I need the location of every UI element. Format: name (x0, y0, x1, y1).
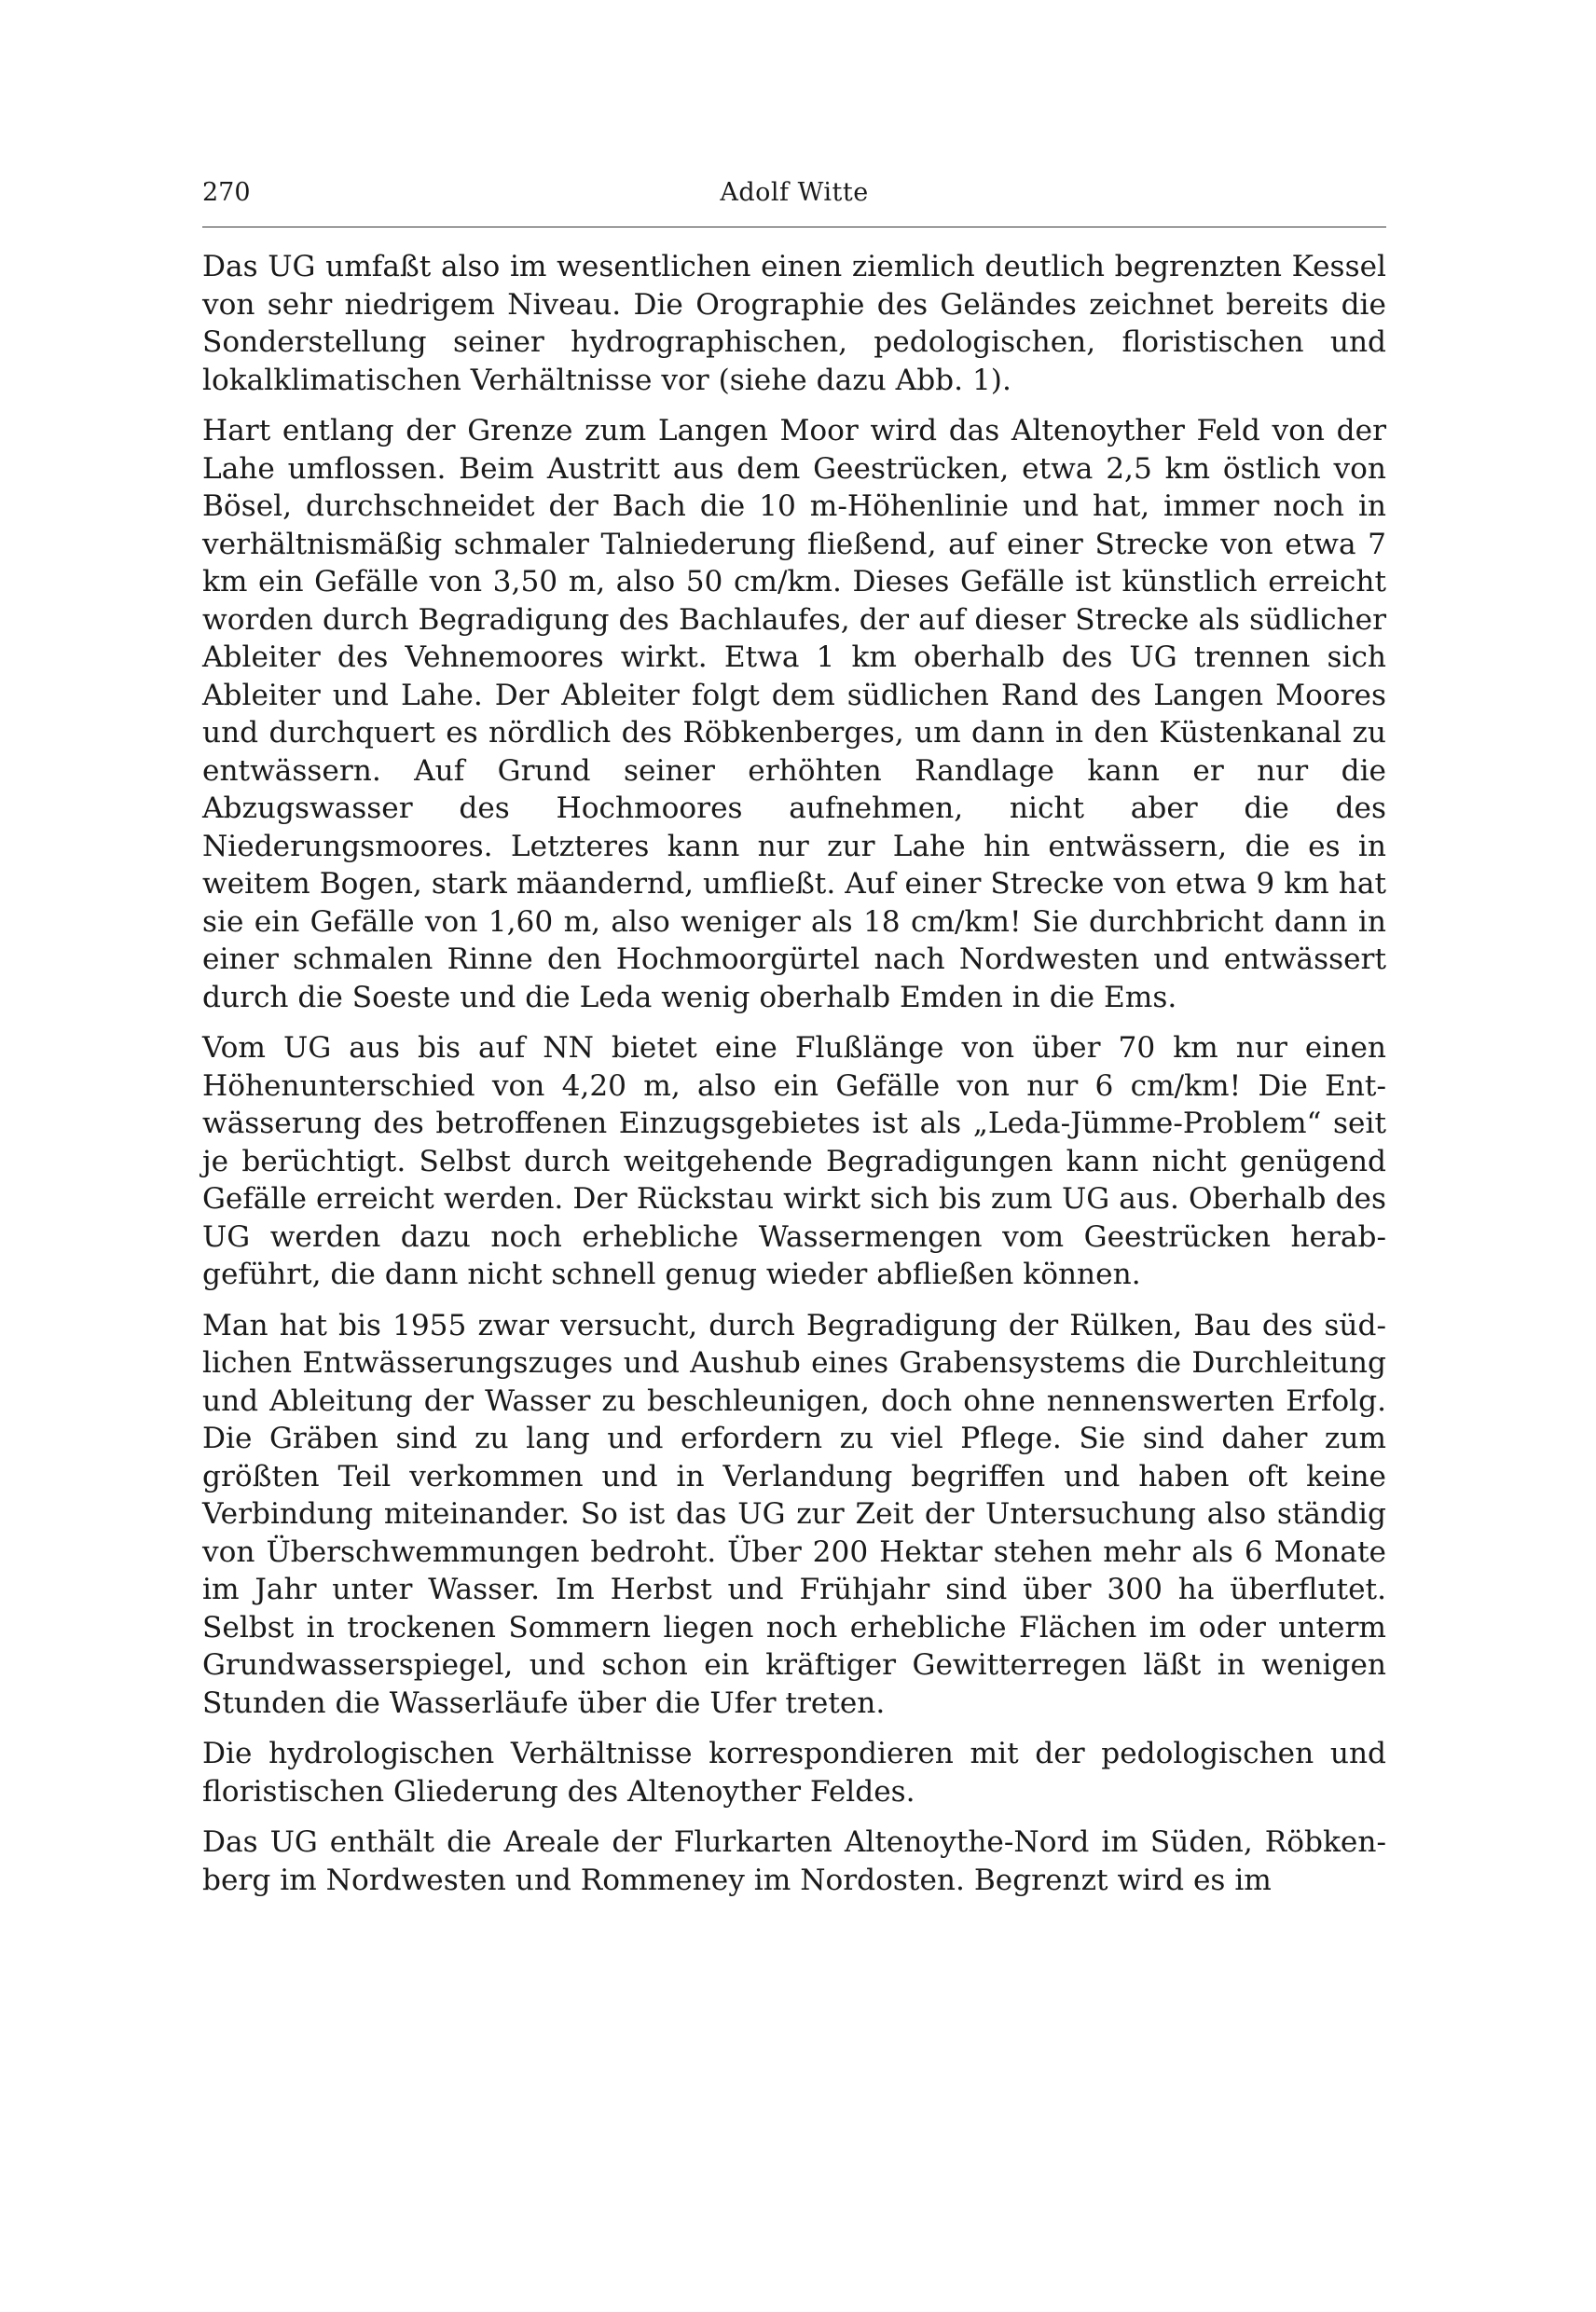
paragraph-1: Das UG umfaßt also im wesentlichen einen ziemlich deutlich begrenzten Kessel von sehr niedrigem Niveau. Die Orographie des Geländes zeichnet bereits die Sonderstellung seiner hydrographischen, pedologischen, floristischen und lokalklimatischen Verhältnisse vor (siehe dazu Abb. 1). (202, 250, 1386, 397)
paragraph-5: Die hydrologischen Verhältnisse korrespondieren mit der pedologischen und floristischen Gliederung des Altenoyther Feldes. (202, 1737, 1386, 1809)
paragraph-6: Das UG enthält die Areale der Flurkarten Altenoythe-Nord im Süden, Röbkenberg im Nordwesten und Rommeney im Nordosten. Begrenzt wird es im (202, 1825, 1386, 1897)
paragraph-4: Man hat bis 1955 zwar versucht, durch Begradigung der Rülken, Bau des südlichen Entwässerungszuges und Aushub eines Grabensystems die Durchleitung und Ableitung der Wasser zu beschleunigen, doch ohne nennenswerten Erfolg. Die Gräben sind zu lang und erfordern zu viel Pflege. Sie sind daher zum größten Teil verkommen und in Verlandung begriffen und haben oft keine Verbindung miteinander. So ist das UG zur Zeit der Untersuchung also ständig von Überschwemmungen bedroht. Über 200 Hektar stehen mehr als 6 Monate im Jahr unter Wasser. Im Herbst und Frühjahr sind über 300 ha überflutet. Selbst in trockenen Sommern liegen noch erhebliche Flächen im oder unterm Grundwasserspiegel, und schon ein kräftiger Gewitterregen läßt in wenigen Stunden die Wasserläufe über die Ufer treten. (202, 1308, 1386, 1720)
page (202, 171, 1386, 1912)
page-number: 270 (202, 178, 251, 207)
running-head (202, 171, 1386, 215)
body-text (202, 248, 1386, 1899)
paragraph-3: Vom UG aus bis auf NN bietet eine Flußlänge von über 70 km nur einen Höhenunterschied von 4,20 m, also ein Gefälle von nur 6 cm/km! Die Entwässerung des betroffenen Einzugsgebietes ist als „Leda-Jümme-Problem“ seit je berüchtigt. Selbst durch weitgehende Begradigungen kann nicht genügend Gefälle erreicht werden. Der Rückstau wirkt sich bis zum UG aus. Oberhalb des UG werden dazu noch erhebliche Wassermengen vom Geestrücken herabgeführt, die dann nicht schnell genug wieder abfließen können. (202, 1031, 1386, 1291)
paragraph-2: Hart entlang der Grenze zum Langen Moor wird das Altenoyther Feld von der Lahe umflossen. Beim Austritt aus dem Geestrücken, etwa 2,5 km östlich von Bösel, durchschneidet der Bach die 10 m-Höhenlinie und hat, immer noch in verhältnismäßig schmaler Talniederung fließend, auf einer Strecke von etwa 7 km ein Gefälle von 3,50 m, also 50 cm/km. Dieses Gefälle ist künstlich erreicht worden durch Begradigung des Bachlaufes, der auf dieser Strecke als südlicher Ableiter des Vehnemoores wirkt. Etwa 1 km oberhalb des UG trennen sich Ableiter und Lahe. Der Ableiter folgt dem südlichen Rand des Langen Moores und durchquert es nördlich des Röbkenberges, um dann in den Küstenkanal zu entwässern. Auf Grund seiner erhöhten Randlage kann er nur die Abzugswasser des Hochmoores aufnehmen, nicht aber die des Niederungsmoores. Letzteres kann nur zur Lahe hin entwässern, die es in weitem Bogen, stark mäandernd, umfließt. Auf einer Strecke von etwa 9 km hat sie ein Gefälle von 1,60 m, also weniger als 18 cm/km! Sie durchbricht dann in einer schmalen Rinne den Hochmoorgürtel nach Nordwesten und entwässert durch die Soeste und die Leda wenig oberhalb Emden in die Ems. (202, 414, 1386, 1014)
running-title: Adolf Witte (720, 178, 869, 207)
